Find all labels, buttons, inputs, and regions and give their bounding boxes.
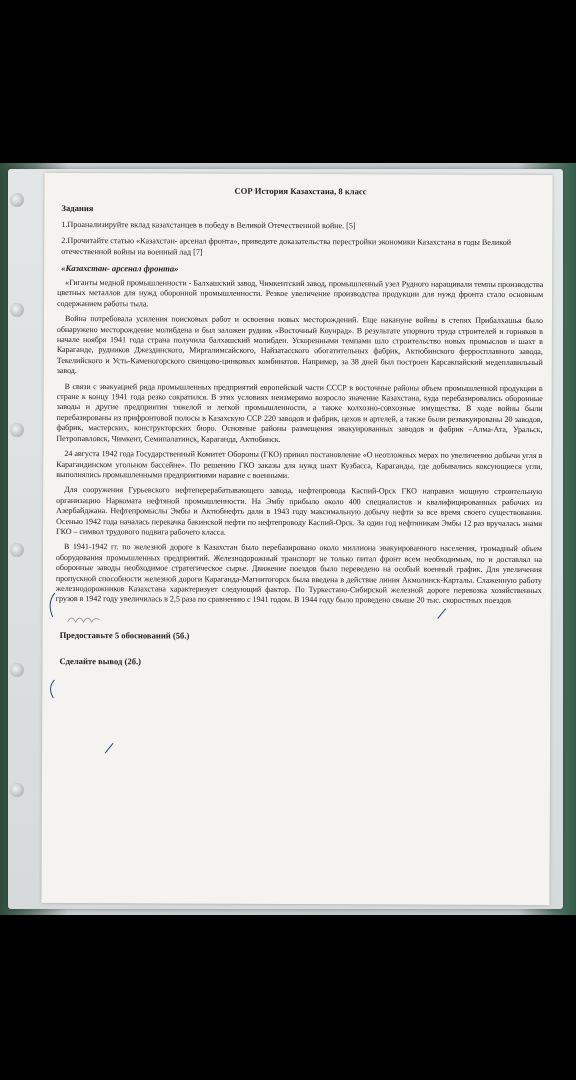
article-paragraph: 24 августа 1942 года Государственный Комитет Обороны (ГКО) принял постановление «О неотложных мерах по увеличению добычи угля в Карагандинском угольном бассейне». По решению ГКО заказы для нужд шахт Кузбасса, Караганды, где добывались коксующиеся угли, выполнялись промышленными предприятиями наравне с военными. xyxy=(56,449,543,480)
footer-task-conclusion: Сделайте вывод (2б.) xyxy=(59,655,142,667)
binder-ring xyxy=(10,193,24,207)
article-paragraph: Война потребовала усиления поисковых работ и освоения новых месторождений. Еще накануне войны в степях Прибалхашья было обнаружено месторождение молибдена и был заложен рудник «Восточный Коунрад». В результате упорного труда строителей и горняков в начале ноября 1941 года страна получила балхашский молибден. Ускоренными темпами шло строительство новых промыслов и шахт в Караганде, рудников Джездинского, Миргалимсайского, Найзатасского обогатительных фабрик, Актюбинского ферросплавного завода, Текелийского и Усть-Каменогорского свинцово-цинковых комбинатов. Например, за 38 дней был построен Карсакпайский медеплавильный завод. xyxy=(56,314,543,376)
tasks-heading: Задания xyxy=(61,202,94,214)
task-1: 1.Проанализируйте вклад казахстанцев в победу в Великой Отечественной войне. [5] xyxy=(61,219,356,231)
pen-slash-mark xyxy=(102,741,116,755)
black-bar-bottom xyxy=(0,915,576,1080)
document-page xyxy=(41,173,552,905)
article-paragraph: Для сооружения Гурьевского нефтеперерабатывающего завода, нефтепровода Каспий-Орск ГКО направил мощную строительную организацию Наркомата нефтяной промышленности. На Эмбу прибыло около 400 специалистов и квалифицированных рабочих из Азербайджана. Нефтепромыслы Эмбы и Актюбнефть дали в 1943 году максимальную добычу нефти за все время своего существования. Осенью 1942 года началась перекачка бакинской нефти по нефтепроводу Каспий-Орск. За один год нефтяникам Эмбы 12 раз вручалась знамя ГКО – символ трудового подвига рабочего класса. xyxy=(56,485,543,537)
binder-ring xyxy=(10,783,24,797)
handwritten-scribble xyxy=(66,610,542,632)
binder-ring xyxy=(10,663,24,677)
binder-ring xyxy=(10,543,24,557)
binder-rings xyxy=(10,183,28,883)
article-title: «Казахстан- арсенал фронта» xyxy=(61,262,179,274)
pen-bracket-mark xyxy=(44,678,58,702)
binder-ring xyxy=(10,303,24,317)
article-paragraph: В 1941-1942 гг. по железной дороге в Казахстан было перебазировано около миллиона эвакуированного населения, громадный объем оборудования промышленных предприятий. Железнодорожный транспорт не только питал фронт всем необходимым, но и доставлял на оборонные заводы необходимое стратегическое сырье. Движение поездов было переведено на особый военный график. Для увеличения пропускной способности железной дороги Караганда-Магнитогорск была введена в действие линия Акмолинск-Карталы. Слаженную работу железнодорожников Казахстана характеризует следующий фактор. По Туркестано-Сибирской железной дороге перевозка хозяйственных грузов в 1942 году увеличилась в 2,5 раза по сравнению с 1941 годом. В 1944 году было проведено свыше 20 тыс. скоростных поездов xyxy=(55,542,542,606)
document-content xyxy=(55,181,543,684)
task-2: 2.Прочитайте статью «Казахстан- арсенал фронта», приведите доказательства перестройки экономики Казахстана в годы Великой отечественной войны на военный лад [7] xyxy=(61,235,512,257)
pen-bracket-mark xyxy=(45,591,59,621)
black-bar-top xyxy=(0,0,576,163)
binder-ring xyxy=(10,423,24,437)
footer-task-reasons: Предоставьте 5 обоснований (5б.) xyxy=(59,629,190,641)
article-paragraph: В связи с эвакуацией ряда промышленных предприятий европейской части СССР в восточные районы объем промышленной продукции в стране к концу 1941 года резко сократился. В этих условиях неизмеримо возросло значение Казахстана, куда перебазировались оборонные заводы и другие предприятия тяжелой и легкой промышленности, а также колхозно-совхозные имущества. В ходе войны были перебазированы из прифронтовой полосы в Казахскую ССР 220 заводов и фабрик, цехов и артелей, а также были резвакуированы 20 заводов, фабрик, мастерских, конструкторских бюро. Основные районы размещения эвакуированных заводов и фабрик –Алма-Ата, Уральск, Петропавловск, Чимкент, Семипалатинск, Караганда, Актюбинск. xyxy=(56,381,543,444)
article-paragraph: «Гиганты медной промышленности - Балхашский завод, Чимкентский завод, промышленный узел Рудного наращивали темпы производства цветных металлов для нужд оборонной промышленности. Резкое увеличение производства продукции для нужд фронта стало основным содержанием работы тыла. xyxy=(57,277,544,309)
document-title: СОР История Казахстана, 8 класс xyxy=(234,185,367,197)
pen-slash-mark xyxy=(435,607,449,621)
